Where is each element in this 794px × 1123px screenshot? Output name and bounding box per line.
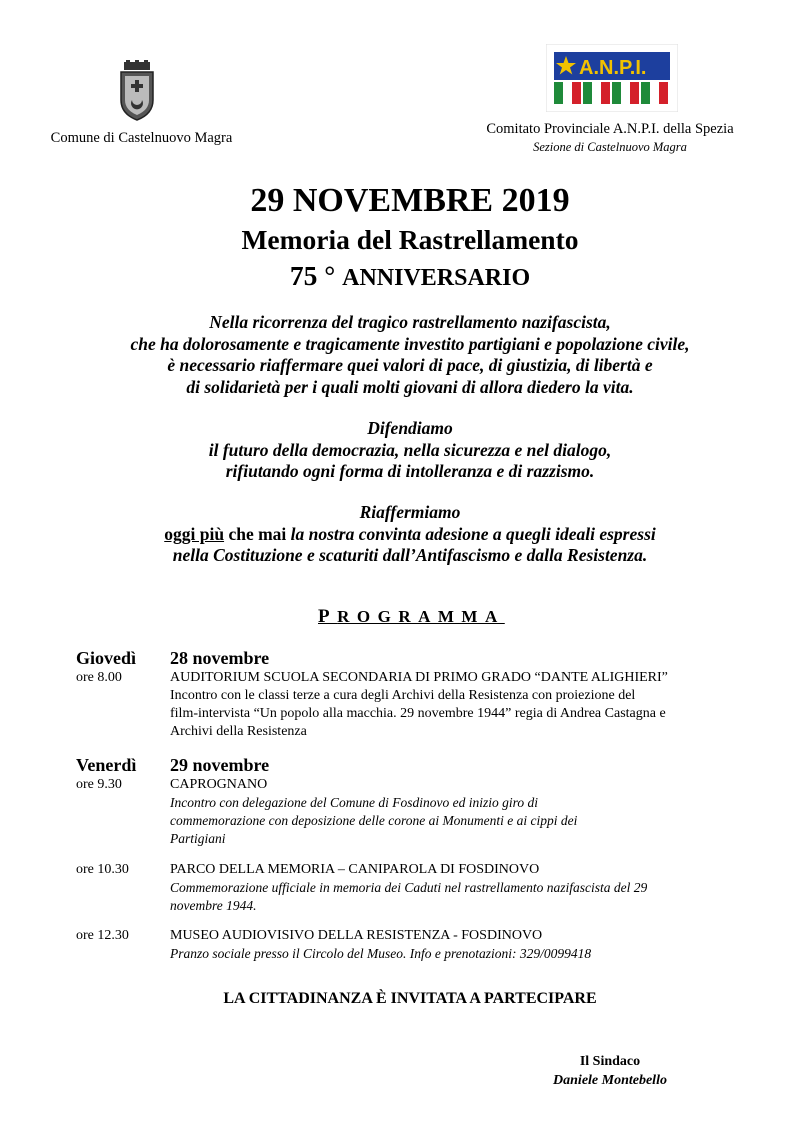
event-block [170,776,750,848]
comune-name: Comune di Castelnuovo Magra [50,130,233,146]
anpi-committee-name: Comitato Provinciale A.N.P.I. della Spezia [486,121,734,137]
signature-name: Daniele Montebello [553,1073,667,1088]
difendiamo-paragraph [0,418,794,483]
event-desc-line: Pranzo sociale presso il Circolo del Museo. Info e prenotazioni: 329/0099418 [170,946,592,961]
difendiamo-line: rifiutando ogni forma di intolleranza e di razzismo. [225,461,595,481]
day-label: Giovedì [76,648,137,668]
event-block [170,669,750,741]
event-title: PARCO DELLA MEMORIA – CANIPAROLA DI FOSDINOVO [170,862,540,877]
anpi-committee [470,121,750,155]
anpi-logo-text: A.N.P.I. [579,57,647,79]
event-title: AUDITORIUM SCUOLA SECONDARIA DI PRIMO GRADO “DANTE ALIGHIERI” [170,670,668,685]
intro-line: di solidarietà per i quali molti giovani di allora diedero la vita. [186,376,634,397]
event-desc-line: novembre 1944. [170,898,257,913]
costituzione-line: nella Costituzione e scaturiti dall’Antifascismo e dalla Resistenza. [172,545,648,565]
event-block [170,861,750,915]
signature-role: Il Sindaco [579,1054,641,1069]
day-label: Venerdì [76,755,137,775]
comune-crest-logo [116,60,158,122]
intro-line: Nella ricorrenza del tragico rastrellamento nazifascista, [209,312,611,332]
event-desc-line: commemorazione con deposizione delle corone ai Monumenti e ai cippi dei [170,813,578,828]
day-date: 29 novembre [170,755,270,775]
day-date: 28 novembre [170,648,270,668]
difendiamo-line: il futuro della democrazia, nella sicurezza e nel dialogo, [208,439,612,460]
che-mai-text: che mai [224,523,291,544]
event-date-title: 29 NOVEMBRE 2019 [250,182,570,219]
anniversary-title [0,260,794,292]
event-desc-line: film-intervista “Un popolo alla macchia. 29 novembre 1944” regia di Andrea Castagna e [170,706,666,721]
signature-block [540,1052,680,1090]
anpi-section-name: Sezione di Castelnuovo Magra [533,140,687,154]
event-desc-line: Commemorazione ufficiale in memoria dei Caduti nel rastrellamento nazifascista del 29 [170,880,648,895]
oggi-piu-underlined: oggi più [164,523,225,544]
event-time: ore 10.30 [76,862,129,877]
event-desc-line: Incontro con le classi terze a cura degli Archivi della Resistenza con proiezione del [170,688,636,703]
riaffermiamo-line [0,524,794,546]
event-title: MUSEO AUDIOVISIVO DELLA RESISTENZA - FOSDINOVO [170,928,543,943]
riaffermiamo-paragraph [0,502,794,567]
intro-line: è necessario riaffermare quei valori di pace, di giustizia, di libertà e [167,355,653,375]
event-subtitle: Memoria del Rastrellamento [241,224,579,255]
event-desc-line: Incontro con delegazione del Comune di Fosdinovo ed inizio giro di [170,795,538,810]
anniversary-word: ANNIVERSARIO [342,265,531,291]
anniversary-number: 75 ° [289,260,336,291]
event-desc-line: Partigiani [170,831,226,846]
event-desc-line: Archivi della Resistenza [170,724,307,739]
programma-initial: P [318,606,338,627]
difendiamo-line: Difendiamo [367,418,453,438]
anpi-logo [546,44,678,112]
intro-paragraph [0,312,794,398]
event-time: ore 12.30 [76,928,129,943]
event-time: ore 9.30 [76,777,122,792]
programma-rest: ROGRAMMA [337,607,505,626]
adesione-text: la nostra convinta adesione a quegli ideali espressi [290,523,656,544]
invite-banner: LA CITTADINANZA È INVITATA A PARTECIPARE [223,990,597,1007]
event-title: CAPROGNANO [170,777,268,792]
programma-heading [318,606,505,628]
event-block [170,927,750,963]
event-time: ore 8.00 [76,670,122,685]
intro-line: che ha dolorosamente e tragicamente investito partigiani e popolazione civile, [130,333,690,354]
riaffermiamo-heading: Riaffermiamo [359,502,461,522]
